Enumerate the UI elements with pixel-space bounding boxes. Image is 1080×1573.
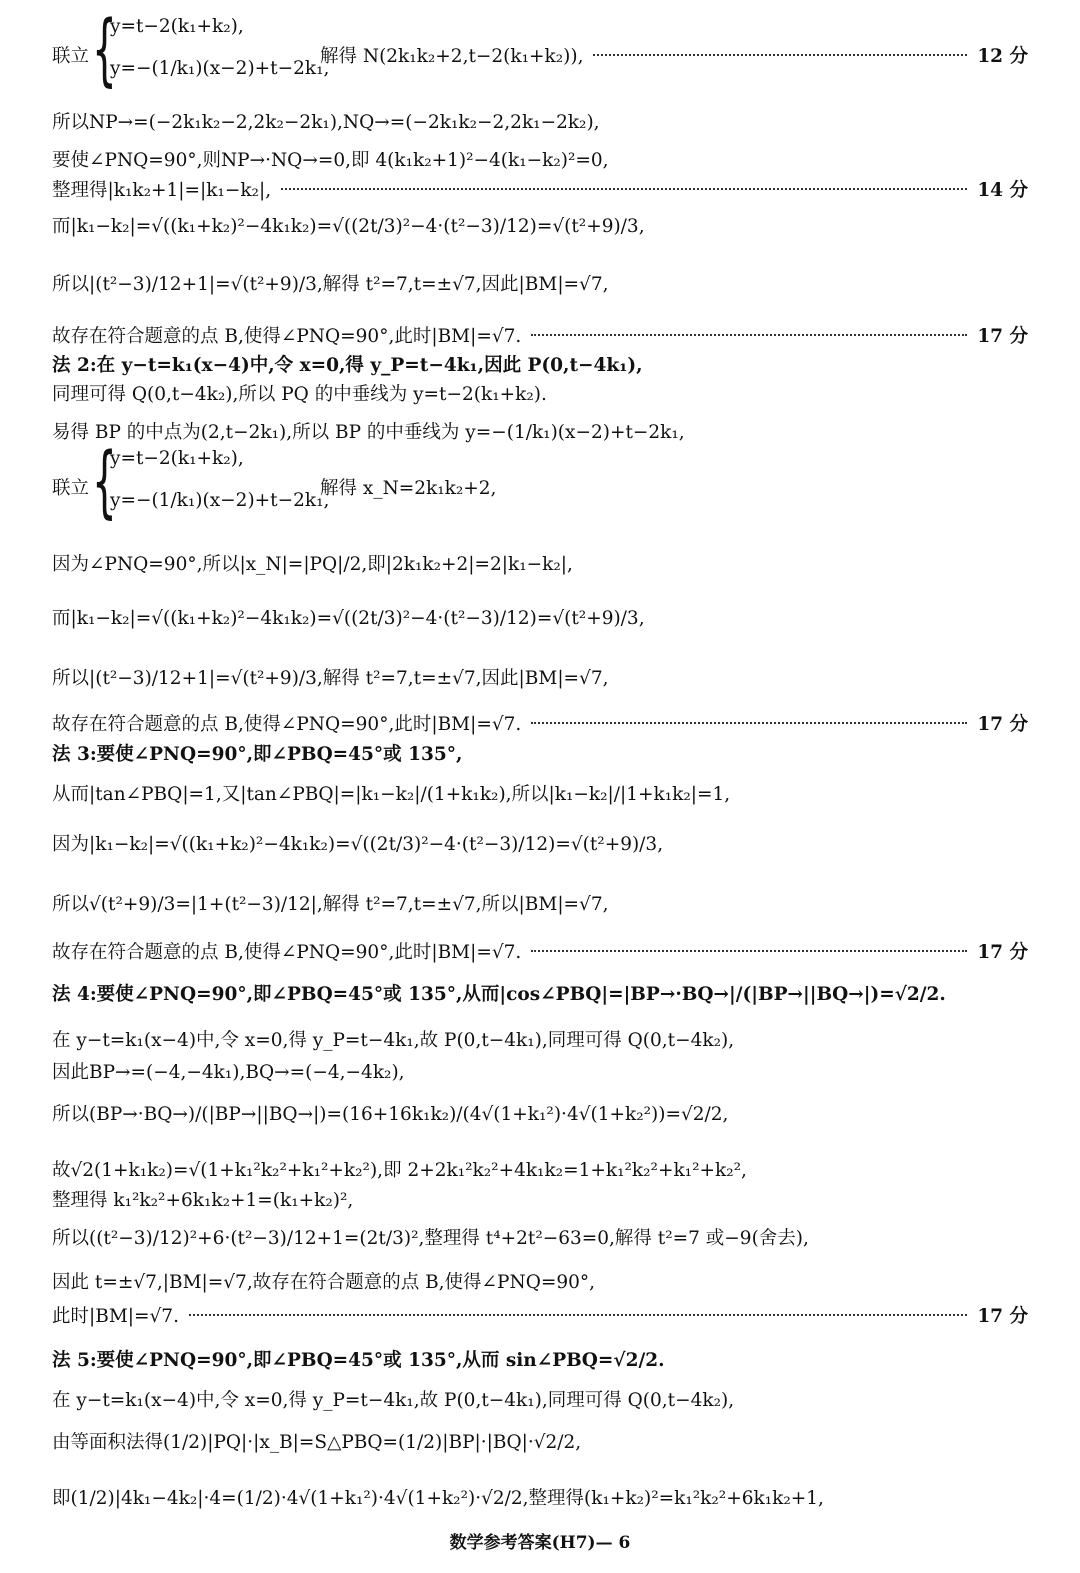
method-heading-line [52, 980, 1028, 1006]
line-text: 要使∠PNQ=90°,则NP→·NQ→=0,即 4(k₁k₂+1)²−4(k₁−k₂)²=0, [52, 150, 609, 171]
line-text: 法 5:要使∠PNQ=90°,即∠PBQ=45°或 135°,从而 sin∠PBQ=√2/2. [52, 1350, 665, 1371]
page-footer: 数学参考答案(H7)— 6 [449, 1533, 631, 1553]
line-text: 法 2:在 y−t=k₁(x−4)中,令 x=0,得 y_P=t−4k₁,因此 P(0,t−4k₁), [52, 355, 643, 376]
solution-line [52, 1186, 1028, 1212]
line-text: 同理可得 Q(0,t−4k₂),所以 PQ 的中垂线为 y=t−2(k₁+k₂). [52, 384, 547, 405]
line-text: 故存在符合题意的点 B,使得∠PNQ=90°,此时|BM|=√7. [52, 942, 522, 963]
line-text: 所以((t²−3)/12)²+6·(t²−3)/12+1=(2t/3)²,整理得 t⁴+2t²−63=0,解得 t²=7 或−9(舍去), [52, 1228, 809, 1249]
line-text: 由等面积法得(1/2)|PQ|·|x_B|=S△PBQ=(1/2)|BP|·|BQ|·√2/2, [52, 1432, 582, 1453]
line-text: 整理得|k₁k₂+1|=|k₁−k₂|, [52, 180, 272, 201]
brace-symbol: { [92, 437, 117, 527]
solution-line [52, 1484, 1028, 1510]
line-text: 因此BP→=(−4,−4k₁),BQ→=(−4,−4k₂), [52, 1062, 405, 1083]
method-heading-line [52, 351, 1028, 377]
solution-line [52, 830, 1028, 856]
line-text: 因为∠PNQ=90°,所以|x_N|=|PQ|/2,即|2k₁k₂+2|=2|k₁−k₂|, [52, 554, 573, 575]
method-heading-line [52, 1346, 1028, 1372]
line-text: 在 y−t=k₁(x−4)中,令 x=0,得 y_P=t−4k₁,故 P(0,t−4k₁),同理可得 Q(0,t−4k₂), [52, 1390, 735, 1411]
line-text: 法 4:要使∠PNQ=90°,即∠PBQ=45°或 135°,从而|cos∠PBQ|=|BP→·BQ→|/(|BP→||BQ→|)=√2/2. [52, 984, 946, 1005]
solution-line [52, 780, 1028, 806]
line-text: 故√2(1+k₁k₂)=√(1+k₁²k₂²+k₁²+k₂²),即 2+2k₁²k₂²+4k₁k₂=1+k₁²k₂²+k₁²+k₂², [52, 1160, 747, 1181]
solution-line [52, 664, 1028, 690]
line-text: 此时|BM|=√7. [52, 1306, 179, 1327]
solution-line [52, 322, 1028, 348]
line-text: 因此 t=±√7,|BM|=√7,故存在符合题意的点 B,使得∠PNQ=90°, [52, 1272, 596, 1293]
score-label: 14 分 [977, 180, 1028, 201]
dotted-leader [531, 950, 967, 952]
solution-line [52, 108, 1028, 134]
line-text: 在 y−t=k₁(x−4)中,令 x=0,得 y_P=t−4k₁,故 P(0,t−4k₁),同理可得 Q(0,t−4k₂), [52, 1030, 735, 1051]
dotted-leader [281, 188, 967, 190]
score-label: 17 分 [977, 1306, 1028, 1327]
dotted-leader [531, 334, 967, 336]
system-row-1: y=t−2(k₁+k₂), [110, 448, 244, 469]
solution-line [52, 550, 1028, 576]
system-label: 联立 [52, 478, 90, 499]
solution-line [52, 1224, 1028, 1250]
dotted-leader [189, 1314, 967, 1316]
score-label: 17 分 [977, 942, 1028, 963]
solution-line [52, 938, 1028, 964]
line-text: 而|k₁−k₂|=√((k₁+k₂)²−4k₁k₂)=√((2t/3)²−4·(t²−3)/12)=√(t²+9)/3, [52, 608, 645, 629]
solution-line [52, 710, 1028, 736]
line-text: 所以|(t²−3)/12+1|=√(t²+9)/3,解得 t²=7,t=±√7,因此|BM|=√7, [52, 668, 609, 689]
solution-line [52, 380, 1028, 406]
line-text: 所以NP→=(−2k₁k₂−2,2k₂−2k₁),NQ→=(−2k₁k₂−2,2k₁−2k₂), [52, 112, 600, 133]
score-label: 12 分 [977, 46, 1028, 67]
system-row-1: y=t−2(k₁+k₂), [110, 16, 244, 37]
solution-line [52, 1026, 1028, 1052]
system-result-text: 解得 N(2k₁k₂+2,t−2(k₁+k₂)), [320, 46, 584, 67]
line-text: 整理得 k₁²k₂²+6k₁k₂+1=(k₁+k₂)², [52, 1190, 354, 1211]
line-text: 所以(BP→·BQ→)/(|BP→||BQ→|)=(16+16k₁k₂)/(4√(1+k₁²)·4√(1+k₂²))=√2/2, [52, 1104, 729, 1125]
line-text: 即(1/2)|4k₁−4k₂|·4=(1/2)·4√(1+k₁²)·4√(1+k₂²)·√2/2,整理得(k₁+k₂)²=k₁²k₂²+6k₁k₂+1, [52, 1488, 824, 1509]
solution-line [52, 146, 1028, 172]
equation-system-1 [52, 5, 1028, 95]
system-row-2: y=−(1/k₁)(x−2)+t−2k₁, [110, 490, 330, 511]
solution-line [52, 1302, 1028, 1328]
line-text: 易得 BP 的中点为(2,t−2k₁),所以 BP 的中垂线为 y=−(1/k₁)(x−2)+t−2k₁, [52, 422, 685, 443]
line-text: 所以√(t²+9)/3=|1+(t²−3)/12|,解得 t²=7,t=±√7,所以|BM|=√7, [52, 894, 609, 915]
solution-line [52, 1386, 1028, 1412]
line-text: 因为|k₁−k₂|=√((k₁+k₂)²−4k₁k₂)=√((2t/3)²−4·(t²−3)/12)=√(t²+9)/3, [52, 834, 664, 855]
solution-line [52, 890, 1028, 916]
dotted-leader [593, 54, 967, 56]
solution-line [52, 270, 1028, 296]
brace-symbol: { [92, 5, 117, 95]
solution-line [52, 1058, 1028, 1084]
solution-line [52, 1100, 1028, 1126]
score-label: 17 分 [977, 326, 1028, 347]
solution-line [52, 418, 1028, 444]
dotted-leader [531, 722, 967, 724]
system-result-text: 解得 x_N=2k₁k₂+2, [320, 478, 497, 499]
line-text: 从而|tan∠PBQ|=1,又|tan∠PBQ|=|k₁−k₂|/(1+k₁k₂),所以|k₁−k₂|/|1+k₁k₂|=1, [52, 784, 731, 805]
system-row-2: y=−(1/k₁)(x−2)+t−2k₁, [110, 58, 330, 79]
line-text: 故存在符合题意的点 B,使得∠PNQ=90°,此时|BM|=√7. [52, 326, 522, 347]
solution-line [52, 176, 1028, 202]
line-text: 法 3:要使∠PNQ=90°,即∠PBQ=45°或 135°, [52, 744, 463, 765]
equation-system-2 [52, 437, 1028, 527]
solution-line [52, 604, 1028, 630]
method-heading-line [52, 740, 1028, 766]
solution-line [52, 1156, 1028, 1182]
system-label: 联立 [52, 46, 90, 67]
line-text: 而|k₁−k₂|=√((k₁+k₂)²−4k₁k₂)=√((2t/3)²−4·(t²−3)/12)=√(t²+9)/3, [52, 216, 645, 237]
solution-line [52, 1268, 1028, 1294]
score-label: 17 分 [977, 714, 1028, 735]
line-text: 所以|(t²−3)/12+1|=√(t²+9)/3,解得 t²=7,t=±√7,因此|BM|=√7, [52, 274, 609, 295]
line-text: 故存在符合题意的点 B,使得∠PNQ=90°,此时|BM|=√7. [52, 714, 522, 735]
solution-line [52, 212, 1028, 238]
solution-line [52, 1428, 1028, 1454]
system-result [320, 474, 1028, 500]
system-result [320, 42, 1028, 68]
